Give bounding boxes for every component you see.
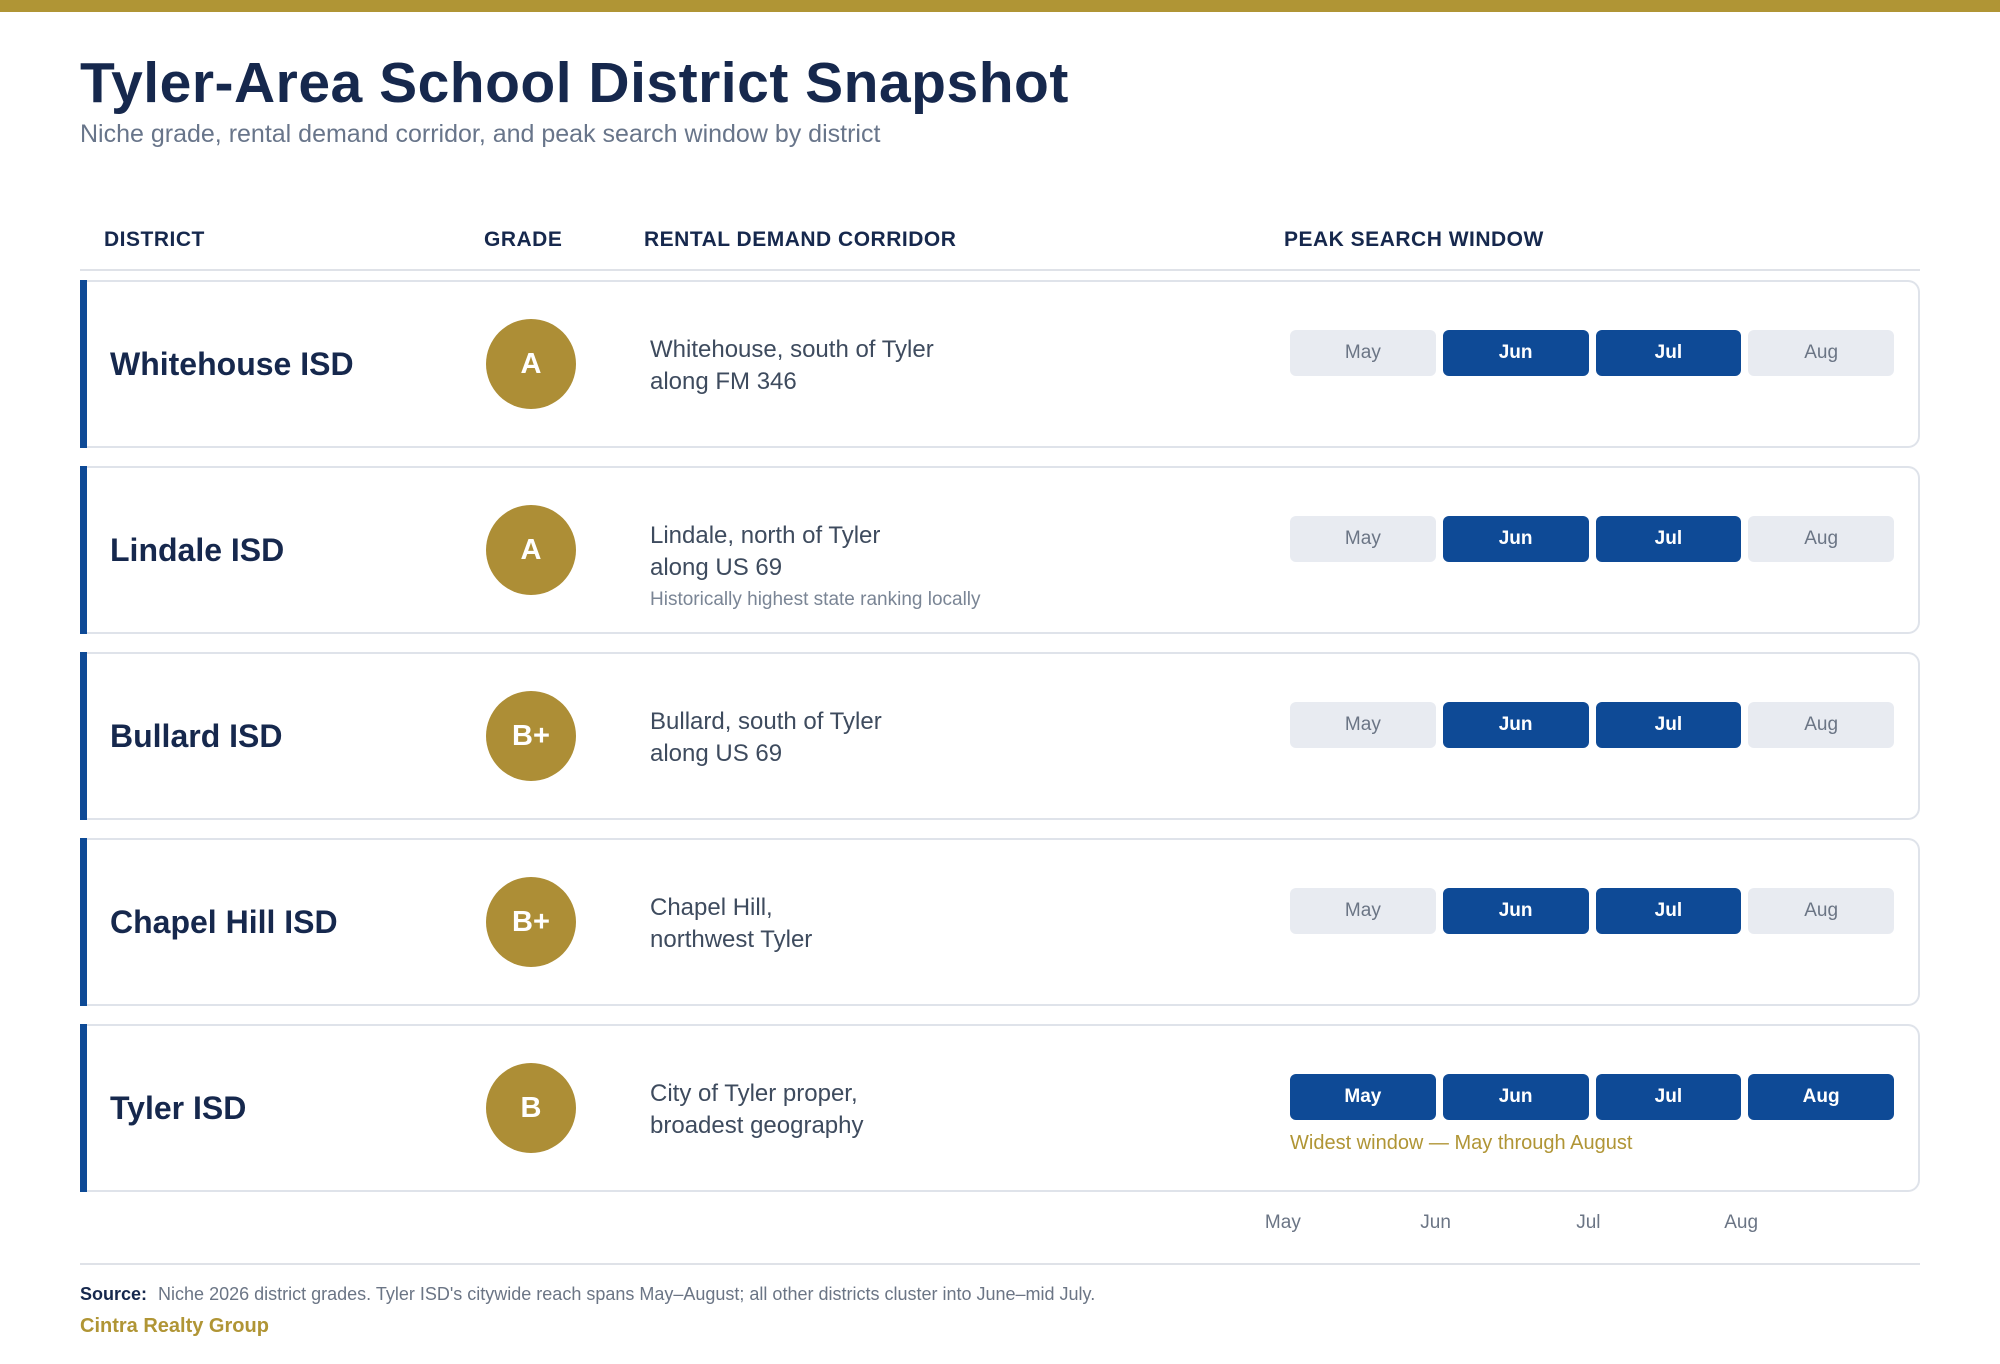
corridor-text [650, 334, 934, 398]
grade-badge: B+ [486, 877, 576, 967]
column-header-district: DISTRICT [104, 228, 205, 251]
brand-name: Cintra Realty Group [80, 1315, 269, 1337]
grade-badge: B [486, 1063, 576, 1153]
top-accent-bar [0, 0, 2000, 12]
peak-window-months [1290, 702, 1894, 748]
corridor-line-1: City of Tyler proper, [650, 1080, 858, 1107]
column-header-grade: GRADE [484, 228, 563, 251]
row-accent-bar [80, 1024, 87, 1192]
district-row [80, 838, 1920, 1006]
header-divider [80, 269, 1920, 271]
district-name: Whitehouse ISD [110, 345, 354, 382]
month-pill-aug: Aug [1748, 888, 1894, 934]
corridor-line-2: along US 69 [650, 554, 783, 581]
month-pill-jul: Jul [1596, 702, 1742, 748]
month-pill-may: May [1290, 1074, 1436, 1120]
corridor-line-1: Chapel Hill, [650, 894, 773, 921]
source-note [80, 1284, 1095, 1305]
month-pill-jun: Jun [1443, 1074, 1589, 1120]
peak-window-months [1290, 516, 1894, 562]
month-axis [1210, 1212, 1814, 1242]
source-text: Niche 2026 district grades. Tyler ISD's citywide reach spans May–August; all other districts cluster into June–mid July. [158, 1284, 1096, 1304]
grade-badge: B+ [486, 691, 576, 781]
corridor-note: Historically highest state ranking locally [650, 589, 981, 610]
source-label: Source: [80, 1284, 148, 1304]
month-pill-may: May [1290, 516, 1436, 562]
page-title: Tyler-Area School District Snapshot [80, 51, 1069, 115]
district-name: Bullard ISD [110, 717, 283, 754]
district-row [80, 466, 1920, 634]
axis-label-aug: Aug [1724, 1212, 1759, 1233]
corridor-line-1: Bullard, south of Tyler [650, 708, 882, 735]
grade-badge: A [486, 505, 576, 595]
month-pill-jun: Jun [1443, 888, 1589, 934]
axis-label-may: May [1264, 1212, 1301, 1233]
row-accent-bar [80, 838, 87, 1006]
district-row [80, 652, 1920, 820]
month-pill-aug: Aug [1748, 1074, 1894, 1120]
grade-badge: A [486, 319, 576, 409]
peak-window-months [1290, 1074, 1894, 1120]
axis-label-jul: Jul [1576, 1212, 1601, 1233]
month-pill-jul: Jul [1596, 1074, 1742, 1120]
corridor-text [650, 706, 882, 770]
month-pill-aug: Aug [1748, 702, 1894, 748]
corridor-line-2: along US 69 [650, 740, 783, 767]
footer-divider [80, 1263, 1920, 1265]
month-pill-may: May [1290, 330, 1436, 376]
month-pill-aug: Aug [1748, 330, 1894, 376]
window-note: Widest window — May through August [1290, 1132, 1633, 1154]
month-pill-may: May [1290, 888, 1436, 934]
month-pill-aug: Aug [1748, 516, 1894, 562]
corridor-line-2: along FM 346 [650, 368, 797, 395]
peak-window-months [1290, 888, 1894, 934]
month-pill-jun: Jun [1443, 516, 1589, 562]
district-row [80, 280, 1920, 448]
corridor-text [650, 520, 981, 614]
column-header-window: PEAK SEARCH WINDOW [1284, 228, 1544, 251]
row-accent-bar [80, 280, 87, 448]
month-pill-jul: Jul [1596, 330, 1742, 376]
axis-label-jun: Jun [1420, 1212, 1451, 1233]
corridor-line-2: broadest geography [650, 1112, 864, 1139]
corridor-line-2: northwest Tyler [650, 926, 813, 953]
month-pill-jul: Jul [1596, 888, 1742, 934]
corridor-line-1: Lindale, north of Tyler [650, 522, 881, 549]
column-header-corridor: RENTAL DEMAND CORRIDOR [644, 228, 957, 251]
row-accent-bar [80, 466, 87, 634]
corridor-text [650, 1078, 864, 1142]
district-name: Tyler ISD [110, 1089, 247, 1126]
district-row [80, 1024, 1920, 1192]
row-accent-bar [80, 652, 87, 820]
month-pill-jun: Jun [1443, 330, 1589, 376]
month-pill-may: May [1290, 702, 1436, 748]
month-pill-jul: Jul [1596, 516, 1742, 562]
corridor-line-1: Whitehouse, south of Tyler [650, 336, 934, 363]
corridor-text [650, 892, 812, 956]
page-subtitle: Niche grade, rental demand corridor, and peak search window by district [80, 120, 881, 148]
district-name: Chapel Hill ISD [110, 903, 338, 940]
peak-window-months [1290, 330, 1894, 376]
month-pill-jun: Jun [1443, 702, 1589, 748]
district-name: Lindale ISD [110, 531, 285, 568]
